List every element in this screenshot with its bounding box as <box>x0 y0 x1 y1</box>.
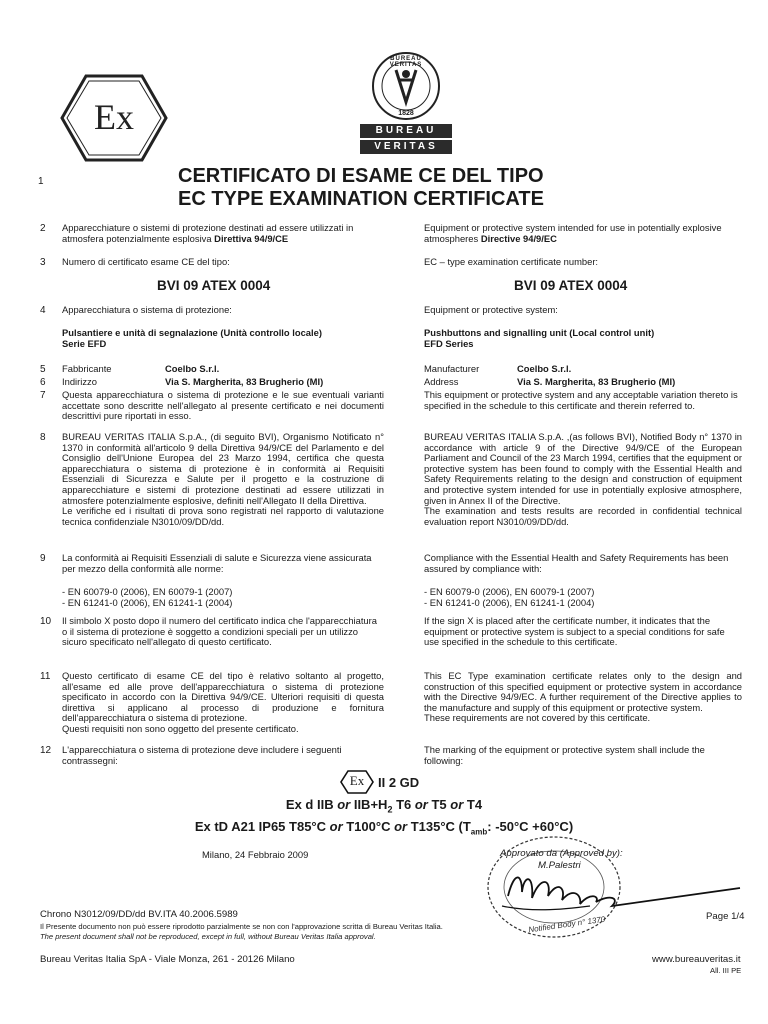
ex-marking-icon <box>340 770 374 794</box>
ex-symbol-text: Ex <box>94 97 134 137</box>
page-title-it: CERTIFICATO DI ESAME CE DEL TIPO <box>178 165 544 187</box>
section-number: 3 <box>40 257 46 268</box>
section-number: 1 <box>38 176 44 187</box>
cert-number-en: BVI 09 ATEX 0004 <box>514 278 628 293</box>
approved-by-label: Approvato da (Approved by): <box>500 848 623 859</box>
directive-it: Apparecchiature o sistemi di protezione destinati ad essere utilizzati in atmosfera potenzialmente esplosiva Direttiva 94/9/CE <box>62 222 354 244</box>
compliance-en: Compliance with the Essential Health and Safety Requirements has been assured by compliance with: <box>424 552 729 574</box>
section-number: 8 <box>40 432 46 443</box>
company-address: Bureau Veritas Italia SpA - Viale Monza, 261 - 20126 Milano <box>40 954 295 965</box>
page-title-en: EC TYPE EXAMINATION CERTIFICATE <box>178 188 544 210</box>
reproduction-notice-it: Il Presente documento non può essere riprodotto parzialmente se non con l'approvazione scritta di Bureau Veritas Italia. <box>40 922 443 931</box>
marking-intro-en: The marking of the equipment or protective system shall include the following: <box>424 744 705 766</box>
scope-note-en: This EC Type examination certificate relates only to the design and construction of this specified equipment or protective system in accordance with the Directive 94/9/EC. A further requirement of the Directive applies to the manufacture and supply of this equipment or protective system. These requirements are not covered by this certificate. <box>424 670 742 724</box>
bv-ring-text: BUREAU VERITAS <box>389 56 423 68</box>
standards-list-en: - EN 60079-0 (2006), EN 60079-1 (2007) - EN 61241-0 (2006), EN 61241-1 (2004) <box>424 586 595 608</box>
product-name-en: Pushbuttons and signalling unit (Local control unit) EFD Series <box>424 327 655 349</box>
section-number: 12 <box>40 745 52 756</box>
marking-line-3: Ex tD A21 IP65 T85°C or T100°C or T135°C ($T_{amb}$: -50°C +60°C) <box>194 819 574 837</box>
ex-atex-logo <box>58 72 170 164</box>
ex-marking-text: Ex <box>349 773 365 788</box>
bv-banner-top: BUREAU <box>360 124 452 138</box>
bureau-veritas-logo <box>360 40 452 158</box>
cert-number-it: BVI 09 ATEX 0004 <box>157 278 271 293</box>
x-sign-note-it: Il simbolo X posto dopo il numero del certificato indica che l'apparecchiatura o il sistema di protezione è soggetto a condizioni speciali per un utilizzo sicuro specificato nell'allegato di questo certificato. <box>62 615 377 648</box>
manufacturer-label-en: Manufacturer <box>424 363 480 374</box>
marking-line-1: II 2 GD <box>378 775 420 790</box>
section-number: 10 <box>40 616 52 627</box>
scope-note-it: Questo certificato di esame CE del tipo è relativo soltanto al progetto, all'esame ed alle prove dell'apparecchiatura o sistema di protezione specificato in accordo con la Direttiva 94/9/CE. Ulteriori requisiti di questa direttiva si applicano al processo di produzione e fornitura dell'apparecchiatura o sistema di protezione. Questi requisiti non sono oggetto del presente certificato. <box>62 670 384 734</box>
chrono-reference: Chrono N3012/09/DD/dd BV.ITA 40.2006.5989 <box>40 909 238 920</box>
marking-line-2: Ex d IIB or $IIB+H_2$ T6 or T5 or T4 <box>285 797 483 815</box>
section-number: 9 <box>40 553 46 564</box>
schedule-note-en: This equipment or protective system and any acceptable variation thereto is specified in the schedule to this certificate and therein referred to. <box>424 389 738 411</box>
cert-number-label-en: EC – type examination certificate number: <box>424 256 599 267</box>
manufacturer-value-en: Coelbo S.r.l. <box>517 363 572 374</box>
section-number: 7 <box>40 390 46 401</box>
bv-banner-bottom: VERITAS <box>360 140 452 154</box>
compliance-it: La conformità ai Requisiti Essenziali di salute e Sicurezza viene assicurata per mezzo della conformità alle norme: <box>62 552 372 574</box>
schedule-note-it: Questa apparecchiatura o sistema di protezione e le sue eventuali varianti accettate sono descritte nell'allegato al presente certificato e nei documenti descrittivi pure riportati in esso. <box>62 389 384 422</box>
section-number: 6 <box>40 377 46 388</box>
bv-year: 1828 <box>398 110 414 117</box>
equipment-label-en: Equipment or protective system: <box>424 304 558 315</box>
notified-body-statement-it: BUREAU VERITAS ITALIA S.p.A., (di seguito BVI), Organismo Notificato n° 1370 in conformità all'articolo 9 della Direttiva 94/9/CE del Parlamento e del Consiglio dell'Unione Europea del 23 Marzo 1994, certifica che questa apparecchiatura o sistema di protezione è in conformità ai Requisiti Essenziali di Sicurezza e Salute per il progetto e la costruzione di apparecchiature e sistemi di protezione destinati ad essere utilizzati in atmosfere potenzialmente esplosive, definiti nell'Allegato II della Direttiva. Le verifiche ed i risultati di prova sono registrati nel rapporto di valutazione tecnica confidenziale N3010/09/DD/dd. <box>62 431 384 527</box>
standards-list-it: - EN 60079-0 (2006), EN 60079-1 (2007) - EN 61241-0 (2006), EN 61241-1 (2004) <box>62 586 233 608</box>
section-number: 2 <box>40 223 46 234</box>
product-name-it: Pulsantiere e unità di segnalazione (Unità controllo locale) Serie EFD <box>62 327 322 349</box>
address-value-it: Via S. Margherita, 83 Brugherio (MI) <box>165 376 324 387</box>
notified-body-statement-en: BUREAU VERITAS ITALIA S.p.A. ,(as follows BVI), Notified Body n° 1370 in accordance with article 9 of the Directive 94/9/CE of the European Parliament and Council of the 23 March 1994, certifies that the equipment or protective system has been found to comply with the Essential Health and Safety Requirements relating to the design and construction of equipment and protective system intended for use in potentially explosive atmosphere, given in Annex II of the Directive. The examination and tests results are recorded in confidential technical evaluation report N3010/09/DD/dd. <box>424 431 742 527</box>
directive-en: Equipment or protective system intended for use in potentially explosive atmospheres Directive 94/9/EC <box>424 222 722 244</box>
address-label-en: Address <box>424 376 459 387</box>
address-label-it: Indirizzo <box>62 376 97 387</box>
reproduction-notice-en: The present document shall not be reproduced, except in full, without Bureau Veritas Italia approval. <box>40 932 376 941</box>
section-number: 4 <box>40 305 46 316</box>
address-value-en: Via S. Margherita, 83 Brugherio (MI) <box>517 376 676 387</box>
website-link[interactable]: www.bureauveritas.it <box>652 954 741 965</box>
section-number: 5 <box>40 364 46 375</box>
annex-reference: All. III PE <box>710 966 742 975</box>
manufacturer-label-it: Fabbricante <box>62 363 112 374</box>
place-date: Milano, 24 Febbraio 2009 <box>202 849 309 860</box>
section-number: 11 <box>40 671 51 682</box>
x-sign-note-en: If the sign X is placed after the certificate number, it indicates that the equipment or protective system is subject to a special conditions for safe use specified in the schedule to this certificate. <box>424 615 725 648</box>
approver-name: M.Palestri <box>538 860 581 871</box>
marking-intro-it: L'apparecchiatura o sistema di protezione deve includere i seguenti contrassegni: <box>62 744 342 766</box>
page-number: Page 1/4 <box>706 911 745 922</box>
equipment-label-it: Apparecchiatura o sistema di protezione: <box>62 304 232 315</box>
cert-number-label-it: Numero di certificato esame CE del tipo: <box>62 256 230 267</box>
handwritten-signature <box>500 866 750 916</box>
manufacturer-value-it: Coelbo S.r.l. <box>165 363 220 374</box>
stamp-text: Notified Body n° 1370 <box>527 914 606 935</box>
